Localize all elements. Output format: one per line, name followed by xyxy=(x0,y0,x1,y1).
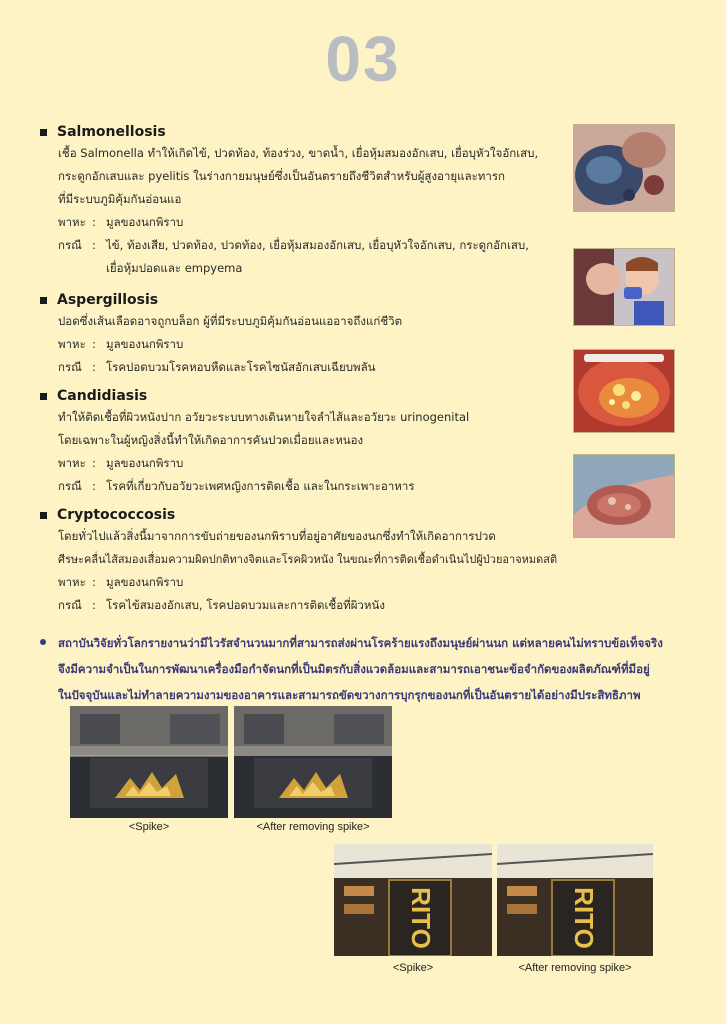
square-bullet-icon xyxy=(40,129,47,136)
building-no-spike-photo xyxy=(234,706,392,818)
carrier-row: พาหะ : มูลของนกพิราบ xyxy=(40,571,640,594)
section-title: Cryptococcosis xyxy=(57,507,176,523)
salmonella-skin-photo xyxy=(573,124,675,212)
sign-lettering: RITO xyxy=(569,887,599,949)
case-value: โรคที่เกี่ยวกับอวัยวะเพศหญิงการติดเชื้อ และในกระเพาะอาหาร xyxy=(106,479,415,493)
carrier-value: มูลของนกพิราบ xyxy=(106,575,184,589)
case-value: โรคปอดบวมโรคหอบหืดและโรคไซนัสอักเสบเฉียบพลัน xyxy=(106,360,376,374)
note-line: จึงมีความจำเป็นในการพัฒนาเครื่องมือกำจัดนกที่เป็นมิตรกับสิ่งแวดล้อมและสามารถเอาชนะข้อจำกัดของผลิตภัณฑ์ที่มีอยู่ xyxy=(58,662,650,676)
sign-spike-photo xyxy=(334,844,492,956)
desc-line: ศีรษะคลื่นไส้สมองเสื่อมความผิดปกติทางจิตและโรคผิวหนัง ในขณะที่การติดเชื้อดำเนินไปผู้ป่วยอาจหมดสติ xyxy=(58,553,558,566)
section-title: Candidiasis xyxy=(57,388,148,404)
bullet-dot-icon xyxy=(40,639,46,645)
section-title: Aspergillosis xyxy=(57,292,159,308)
case-value: ไข้, ท้องเสีย, ปวดท้อง, ปวดท้อง, เยื่อหุ้มสมองอักเสบ, เยื่อบุหัวใจอักเสบ, กระดูกอักเสบ, xyxy=(106,238,529,252)
carrier-value: มูลของนกพิราบ xyxy=(106,337,184,351)
carrier-row: พาหะ : มูลของนกพิราบ xyxy=(40,452,580,475)
desc-line: ปอดซึ่งเส้นเลือดอาจถูกบล็อก ผู้ที่มีระบบภูมิคุ้มกันอ่อนแออาจถึงแก่ชีวิต xyxy=(58,314,403,328)
case-row: กรณี : โรคที่เกี่ยวกับอวัยวะเพศหญิงการติดเชื้อ และในกระเพาะอาหาร xyxy=(40,475,580,498)
case-label: กรณี xyxy=(58,238,82,252)
caption-after-removing-spike: <After removing spike> xyxy=(256,821,370,833)
section-candidiasis xyxy=(40,386,580,498)
page-number: 03 xyxy=(325,23,401,95)
caption-spike-2: <Spike> xyxy=(392,962,434,974)
desc-line: โดยเฉพาะในผู้หญิงสิ่งนี้ทำให้เกิดอาการคันปวดเมื่อยและหนอง xyxy=(58,433,364,447)
info-note xyxy=(40,630,700,708)
sign-lettering: RITO xyxy=(406,887,436,949)
square-bullet-icon xyxy=(40,393,47,400)
sign-no-spike-photo xyxy=(497,844,653,956)
desc-line: กระดูกอักเสบและ pyelitis ในร่างกายมนุษย์ซึ่งเป็นอันตรายถึงชีวิตสำหรับผู้สูงอายุและทารก xyxy=(58,169,505,183)
section-salmonellosis xyxy=(40,122,580,280)
carrier-value: มูลของนกพิราบ xyxy=(106,215,184,229)
desc-line: โดยทั่วไปแล้วสิ่งนี้มาจากการขับถ่ายของนกพิราบที่อยู่อาศัยของนกซึ่งทำให้เกิดอาการปวด xyxy=(58,529,496,543)
case-label: กรณี xyxy=(58,360,82,374)
aspergillosis-child-inhaler-photo xyxy=(573,248,675,326)
carrier-row: พาหะ : มูลของนกพิราบ xyxy=(40,333,580,356)
carrier-row: พาหะ : มูลของนกพิราบ xyxy=(40,211,580,234)
square-bullet-icon xyxy=(40,512,47,519)
case-label: กรณี xyxy=(58,479,82,493)
carrier-label: พาหะ xyxy=(58,456,86,470)
section-aspergillosis xyxy=(40,290,580,379)
caption-after-removing-spike-2: <After removing spike> xyxy=(518,962,632,974)
carrier-label: พาหะ xyxy=(58,337,86,351)
carrier-value: มูลของนกพิราบ xyxy=(106,456,184,470)
caption-spike: <Spike> xyxy=(128,821,170,833)
desc-line: ทำให้ติดเชื้อที่ผิวหนังปาก อวัยวะระบบทางเดินหายใจลำไส้และอวัยวะ urinogenital xyxy=(58,410,470,424)
case-label: กรณี xyxy=(58,598,82,612)
desc-line: ที่มีระบบภูมิคุ้มกันอ่อนแอ xyxy=(58,192,182,206)
carrier-label: พาหะ xyxy=(58,215,86,229)
desc-line: เชื้อ Salmonella ทำให้เกิดไข้, ปวดท้อง, ท้องร่วง, ขาดน้ำ, เยื่อหุ้มสมองอักเสบ, เยื่อบุหัวใจอักเสบ, xyxy=(58,146,539,160)
case-value: โรคไข้สมองอักเสบ, โรคปอดบวมและการติดเชื้อที่ผิวหนัง xyxy=(106,598,385,612)
square-bullet-icon xyxy=(40,297,47,304)
case-row: กรณี : โรคไข้สมองอักเสบ, โรคปอดบวมและการติดเชื้อที่ผิวหนัง xyxy=(40,594,640,617)
carrier-label: พาหะ xyxy=(58,575,86,589)
section-cryptococcosis xyxy=(40,505,640,617)
candidiasis-mouth-photo xyxy=(573,349,675,433)
section-title: Salmonellosis xyxy=(57,124,166,140)
building-spike-photo xyxy=(70,706,228,818)
case-row: กรณี : โรคปอดบวมโรคหอบหืดและโรคไซนัสอักเสบเฉียบพลัน xyxy=(40,356,580,379)
note-line: สถาบันวิจัยทั่วโลกรายงานว่ามีไวรัสจำนวนมากที่สามารถส่งผ่านโรคร้ายแรงถึงมนุษย์ผ่านนก แต่หลายคนไม่ทราบข้อเท็จจริง xyxy=(58,636,663,650)
cryptococcosis-skin-photo xyxy=(573,454,675,538)
case-value-cont: เยื่อหุ้มปอดและ empyema xyxy=(106,261,243,275)
note-line: ในปัจจุบันและไม่ทำลายความงามของอาคารและสามารถขัดขวางการบุกรุกของนกที่เป็นอันตรายได้อย่างมีประสิทธิภาพ xyxy=(58,688,641,702)
case-row: กรณี : ไข้, ท้องเสีย, ปวดท้อง, ปวดท้อง, เยื่อหุ้มสมองอักเสบ, เยื่อบุหัวใจอักเสบ, กระดูกอักเสบ, xyxy=(40,234,580,257)
